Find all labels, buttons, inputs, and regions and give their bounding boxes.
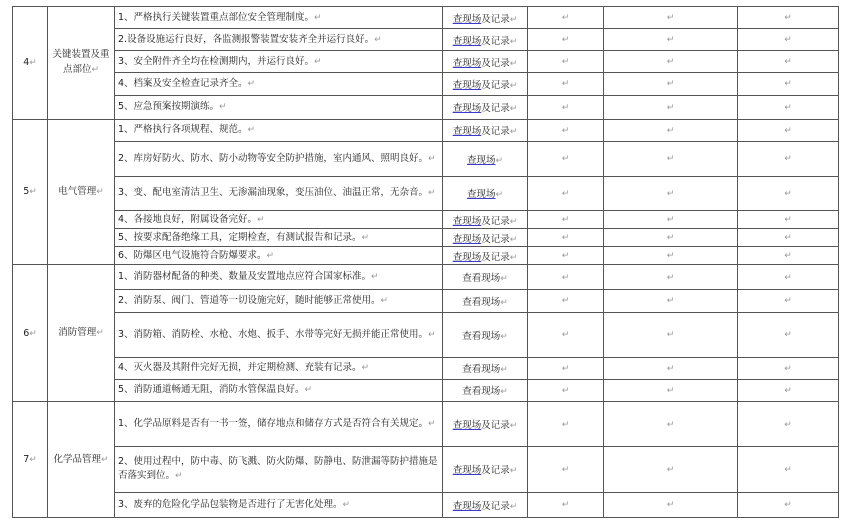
- empty-cell[interactable]: [604, 176, 738, 211]
- method-text: 查看现场: [462, 296, 501, 308]
- requirement-cell: [115, 402, 443, 447]
- paragraph-mark: ↵: [666, 13, 675, 24]
- empty-cell[interactable]: [604, 51, 738, 73]
- table-row: [13, 357, 839, 379]
- requirement-cell: [115, 312, 443, 357]
- empty-cell[interactable]: [604, 73, 738, 95]
- paragraph-mark: ↵: [29, 455, 37, 466]
- empty-cell[interactable]: [528, 29, 604, 51]
- paragraph-mark: ↵: [784, 363, 792, 374]
- requirement-cell: [115, 176, 443, 211]
- paragraph-mark: ↵: [666, 385, 675, 396]
- section-item: [48, 265, 115, 402]
- paragraph-mark: ↵: [304, 385, 313, 396]
- paragraph-mark: ↵: [500, 274, 508, 285]
- table-row: [13, 73, 839, 95]
- table-row: [13, 141, 839, 176]
- method-cell: [443, 229, 528, 247]
- requirement-text: 5、按要求配备绝缘工具，定期检查，有测试报告和记录。: [118, 231, 362, 243]
- method-cell: [443, 247, 528, 265]
- paragraph-mark: ↵: [29, 58, 37, 69]
- method-cell: [443, 357, 528, 379]
- table-row: [13, 379, 839, 401]
- paragraph-mark: ↵: [428, 419, 436, 430]
- empty-cell[interactable]: [738, 7, 839, 29]
- empty-cell[interactable]: [604, 119, 738, 141]
- table-row: [13, 447, 839, 492]
- empty-cell[interactable]: [528, 290, 604, 312]
- inspection-table: [12, 6, 839, 518]
- table-row: [13, 229, 839, 247]
- method-text: 查看现场: [462, 273, 501, 285]
- requirement-cell: [115, 447, 443, 492]
- table-row: [13, 176, 839, 211]
- empty-cell[interactable]: [604, 492, 738, 517]
- method-text: 及记录: [481, 126, 510, 138]
- empty-cell[interactable]: [528, 357, 604, 379]
- paragraph-mark: ↵: [784, 125, 792, 136]
- paragraph-mark: ↵: [784, 464, 792, 475]
- empty-cell[interactable]: [528, 492, 604, 517]
- paragraph-mark: ↵: [784, 79, 792, 90]
- paragraph-mark: ↵: [561, 188, 570, 199]
- requirement-text: 5、应急预案按期演练。: [118, 101, 220, 113]
- empty-cell[interactable]: [604, 229, 738, 247]
- empty-cell[interactable]: [528, 447, 604, 492]
- requirement-cell: [115, 265, 443, 290]
- paragraph-mark: ↵: [561, 251, 570, 262]
- empty-cell[interactable]: [738, 119, 839, 141]
- method-underlined-text: 查现场: [466, 189, 496, 201]
- paragraph-mark: ↵: [96, 186, 104, 197]
- paragraph-mark: ↵: [361, 232, 370, 243]
- requirement-text: 3、变、配电室清洁卫生、无渗漏油现象，变压油位、油温正常，无杂音。: [118, 187, 429, 199]
- section-item: [48, 402, 115, 518]
- paragraph-mark: ↵: [561, 125, 570, 136]
- paragraph-mark: ↵: [266, 250, 275, 261]
- paragraph-mark: ↵: [342, 499, 351, 510]
- method-cell: [443, 492, 528, 517]
- paragraph-mark: ↵: [219, 102, 227, 113]
- paragraph-mark: ↵: [371, 272, 379, 283]
- paragraph-mark: ↵: [561, 102, 570, 113]
- method-text: 及记录: [481, 57, 510, 69]
- section-number: [13, 7, 48, 120]
- section-number: [13, 265, 48, 402]
- paragraph-mark: ↵: [561, 363, 570, 374]
- paragraph-mark: ↵: [509, 127, 518, 138]
- method-cell: [443, 379, 528, 401]
- method-underlined-text: 查现场: [452, 57, 482, 69]
- table-row: [13, 211, 839, 229]
- paragraph-mark: ↵: [100, 454, 109, 465]
- section-number-text: 4: [23, 57, 30, 69]
- empty-cell[interactable]: [738, 141, 839, 176]
- paragraph-mark: ↵: [666, 419, 675, 430]
- paragraph-mark: ↵: [784, 154, 792, 165]
- paragraph-mark: ↵: [561, 13, 570, 24]
- method-cell: [443, 312, 528, 357]
- paragraph-mark: ↵: [561, 35, 570, 46]
- paragraph-mark: ↵: [428, 329, 436, 340]
- method-underlined-text: 查现场: [452, 215, 482, 227]
- method-underlined-text: 查现场: [452, 13, 482, 25]
- empty-cell[interactable]: [604, 211, 738, 229]
- paragraph-mark: ↵: [666, 154, 675, 165]
- empty-cell[interactable]: [604, 357, 738, 379]
- empty-cell[interactable]: [528, 379, 604, 401]
- paragraph-mark: ↵: [314, 12, 322, 23]
- method-underlined-text: 查现场: [452, 103, 482, 115]
- empty-cell[interactable]: [738, 95, 839, 119]
- method-underlined-text: 查现场: [466, 154, 496, 166]
- paragraph-mark: ↵: [500, 387, 508, 398]
- empty-cell[interactable]: [528, 51, 604, 73]
- empty-cell[interactable]: [738, 290, 839, 312]
- requirement-text: 6、防爆区电气设施符合防爆要求。: [118, 249, 267, 261]
- requirement-text: 2、消防泵、阀门、管道等一切设施完好，随时能够正常使用。: [118, 294, 381, 306]
- requirement-text: 3、消防箱、消防栓、水枪、水炮、扳手、水带等完好无损并能正常使用。: [118, 328, 429, 340]
- paragraph-mark: ↵: [666, 500, 675, 511]
- paragraph-mark: ↵: [666, 57, 675, 68]
- paragraph-mark: ↵: [666, 464, 675, 475]
- method-cell: [443, 73, 528, 95]
- method-cell: [443, 211, 528, 229]
- method-text: 及记录: [481, 13, 510, 25]
- requirement-text: 2、使用过程中，防中毒、防飞溅、防火防爆、防静电、防泄漏等防护措施是否落实到位。: [118, 456, 438, 482]
- empty-cell[interactable]: [528, 247, 604, 265]
- table-row: [13, 402, 839, 447]
- paragraph-mark: ↵: [561, 330, 570, 341]
- requirement-cell: [115, 229, 443, 247]
- requirement-cell: [115, 29, 443, 51]
- method-underlined-text: 查现场: [452, 251, 482, 263]
- requirement-text: 4、档案及安全检查记录齐全。: [118, 77, 248, 89]
- table-row: [13, 29, 839, 51]
- section-item: [48, 119, 115, 264]
- method-text: 及记录: [481, 500, 510, 512]
- requirement-cell: [115, 141, 443, 176]
- empty-cell[interactable]: [528, 73, 604, 95]
- paragraph-mark: ↵: [374, 34, 382, 45]
- paragraph-mark: ↵: [509, 36, 518, 47]
- section-number-text: 6: [23, 327, 30, 339]
- empty-cell[interactable]: [738, 265, 839, 290]
- paragraph-mark: ↵: [561, 464, 570, 475]
- paragraph-mark: ↵: [96, 328, 104, 339]
- method-text: 及记录: [481, 103, 510, 115]
- section-number-text: 7: [23, 454, 30, 466]
- method-text: 及记录: [481, 465, 510, 477]
- requirement-text: 4、各接地良好，附属设备完好。: [118, 213, 258, 225]
- requirement-cell: [115, 492, 443, 517]
- empty-cell[interactable]: [528, 176, 604, 211]
- requirement-cell: [115, 119, 443, 141]
- requirement-text: 1、化学品原料是否有一书一签，储存地点和储存方式是否符合有关规定。: [118, 418, 429, 430]
- paragraph-mark: ↵: [509, 216, 518, 227]
- requirement-cell: [115, 247, 443, 265]
- section-number-text: 5: [23, 186, 30, 198]
- table-row: [13, 290, 839, 312]
- paragraph-mark: ↵: [509, 104, 518, 115]
- empty-cell[interactable]: [738, 176, 839, 211]
- paragraph-mark: ↵: [361, 363, 370, 374]
- method-text: 查看现场: [462, 386, 501, 398]
- empty-cell[interactable]: [738, 447, 839, 492]
- requirement-cell: [115, 7, 443, 29]
- paragraph-mark: ↵: [784, 385, 792, 396]
- paragraph-mark: ↵: [561, 57, 570, 68]
- paragraph-mark: ↵: [495, 155, 504, 166]
- empty-cell[interactable]: [528, 141, 604, 176]
- paragraph-mark: ↵: [509, 80, 518, 91]
- requirement-cell: [115, 211, 443, 229]
- method-cell: [443, 447, 528, 492]
- method-underlined-text: 查现场: [452, 420, 482, 432]
- table-row: [13, 7, 839, 29]
- method-cell: [443, 119, 528, 141]
- paragraph-mark: ↵: [784, 102, 792, 113]
- paragraph-mark: ↵: [509, 501, 518, 512]
- method-cell: [443, 29, 528, 51]
- empty-cell[interactable]: [738, 312, 839, 357]
- paragraph-mark: ↵: [509, 252, 518, 263]
- method-text: 及记录: [481, 233, 510, 245]
- section-number: [13, 119, 48, 264]
- empty-cell[interactable]: [528, 265, 604, 290]
- paragraph-mark: ↵: [561, 154, 570, 165]
- paragraph-mark: ↵: [29, 328, 37, 339]
- method-text: 及记录: [481, 215, 510, 227]
- empty-cell[interactable]: [738, 379, 839, 401]
- paragraph-mark: ↵: [784, 296, 792, 307]
- paragraph-mark: ↵: [561, 272, 570, 283]
- method-underlined-text: 查现场: [452, 126, 482, 138]
- empty-cell[interactable]: [604, 247, 738, 265]
- empty-cell[interactable]: [738, 247, 839, 265]
- method-underlined-text: 查现场: [452, 233, 482, 245]
- table-row: [13, 265, 839, 290]
- empty-cell[interactable]: [604, 265, 738, 290]
- empty-cell[interactable]: [604, 290, 738, 312]
- table-row: [13, 119, 839, 141]
- method-cell: [443, 7, 528, 29]
- section-number: [13, 402, 48, 518]
- requirement-cell: [115, 51, 443, 73]
- empty-cell[interactable]: [738, 29, 839, 51]
- empty-cell[interactable]: [528, 402, 604, 447]
- method-underlined-text: 查现场: [452, 500, 482, 512]
- paragraph-mark: ↵: [91, 65, 100, 76]
- paragraph-mark: ↵: [509, 466, 518, 477]
- requirement-text: 3、安全附件齐全均在检测期内，并运行良好。: [118, 55, 315, 67]
- paragraph-mark: ↵: [784, 188, 792, 199]
- paragraph-mark: ↵: [561, 215, 570, 226]
- method-text: 及记录: [481, 251, 510, 263]
- method-cell: [443, 141, 528, 176]
- requirement-cell: [115, 357, 443, 379]
- paragraph-mark: ↵: [29, 187, 37, 198]
- paragraph-mark: ↵: [561, 500, 570, 511]
- paragraph-mark: ↵: [509, 58, 518, 69]
- method-cell: [443, 290, 528, 312]
- requirement-cell: [115, 95, 443, 119]
- paragraph-mark: ↵: [666, 215, 675, 226]
- method-underlined-text: 查现场: [452, 465, 482, 477]
- empty-cell[interactable]: [604, 402, 738, 447]
- table-row: [13, 247, 839, 265]
- paragraph-mark: ↵: [784, 500, 792, 511]
- method-cell: [443, 176, 528, 211]
- requirement-cell: [115, 379, 443, 401]
- requirement-text: 1、严格执行各项规程、规范。: [118, 124, 248, 136]
- paragraph-mark: ↵: [666, 125, 675, 136]
- paragraph-mark: ↵: [509, 14, 518, 25]
- empty-cell[interactable]: [738, 402, 839, 447]
- method-text: 查看现场: [462, 330, 501, 342]
- requirement-cell: [115, 73, 443, 95]
- section-item-text: 化学品管理: [53, 453, 101, 465]
- empty-cell[interactable]: [604, 7, 738, 29]
- requirement-text: 5、消防通道畅通无阻，消防水管保温良好。: [118, 384, 305, 396]
- requirement-text: 3、废弃的危险化学品包装物是否进行了无害化处理。: [118, 498, 343, 510]
- requirement-text: 1、消防器材配备的种类、数量及安置地点应符合国家标准。: [118, 271, 372, 283]
- paragraph-mark: ↵: [314, 56, 322, 67]
- paragraph-mark: ↵: [784, 35, 792, 46]
- requirement-cell: [115, 290, 443, 312]
- table-row: [13, 95, 839, 119]
- paragraph-mark: ↵: [247, 78, 256, 89]
- empty-cell[interactable]: [604, 141, 738, 176]
- paragraph-mark: ↵: [428, 153, 436, 164]
- method-underlined-text: 查现场: [452, 35, 482, 47]
- paragraph-mark: ↵: [561, 233, 570, 244]
- empty-cell[interactable]: [738, 51, 839, 73]
- empty-cell[interactable]: [528, 312, 604, 357]
- paragraph-mark: ↵: [509, 234, 518, 245]
- table-row: [13, 51, 839, 73]
- paragraph-mark: ↵: [257, 214, 265, 225]
- paragraph-mark: ↵: [428, 188, 436, 199]
- paragraph-mark: ↵: [561, 79, 570, 90]
- paragraph-mark: ↵: [666, 330, 675, 341]
- section-item-text: 关键装置及重点部位: [52, 49, 110, 76]
- method-text: 及记录: [481, 79, 510, 91]
- paragraph-mark: ↵: [247, 125, 256, 136]
- method-text: 查看现场: [462, 364, 501, 376]
- empty-cell[interactable]: [738, 211, 839, 229]
- paragraph-mark: ↵: [509, 421, 518, 432]
- paragraph-mark: ↵: [666, 251, 675, 262]
- paragraph-mark: ↵: [784, 272, 792, 283]
- requirement-text: 2、库房好防火、防水、防小动物等安全防护措施，室内通风、照明良好。: [118, 152, 429, 164]
- paragraph-mark: ↵: [666, 363, 675, 374]
- paragraph-mark: ↵: [666, 188, 675, 199]
- method-underlined-text: 查现场: [452, 79, 482, 91]
- section-item: [48, 7, 115, 120]
- paragraph-mark: ↵: [666, 102, 675, 113]
- method-text: 及记录: [481, 420, 510, 432]
- requirement-text: 4、灭火器及其附件完好无损，并定期检测、充装有记录。: [118, 362, 362, 374]
- method-cell: [443, 95, 528, 119]
- paragraph-mark: ↵: [784, 330, 792, 341]
- paragraph-mark: ↵: [561, 385, 570, 396]
- empty-cell[interactable]: [604, 312, 738, 357]
- empty-cell[interactable]: [604, 379, 738, 401]
- requirement-text: 2.设备设施运行良好，各监测报警装置安装齐全并运行良好。: [118, 33, 375, 45]
- paragraph-mark: ↵: [666, 272, 675, 283]
- empty-cell[interactable]: [528, 95, 604, 119]
- table-row: [13, 492, 839, 517]
- paragraph-mark: ↵: [561, 419, 570, 430]
- paragraph-mark: ↵: [784, 233, 792, 244]
- paragraph-mark: ↵: [380, 295, 389, 306]
- table-row: [13, 312, 839, 357]
- empty-cell[interactable]: [528, 119, 604, 141]
- paragraph-mark: ↵: [175, 471, 183, 482]
- paragraph-mark: ↵: [500, 331, 508, 342]
- method-text: 及记录: [481, 35, 510, 47]
- paragraph-mark: ↵: [784, 251, 792, 262]
- method-cell: [443, 51, 528, 73]
- method-cell: [443, 402, 528, 447]
- section-item-text: 电气管理: [58, 185, 97, 197]
- paragraph-mark: ↵: [500, 297, 508, 308]
- paragraph-mark: ↵: [666, 296, 675, 307]
- empty-cell[interactable]: [738, 229, 839, 247]
- empty-cell[interactable]: [604, 95, 738, 119]
- empty-cell[interactable]: [738, 73, 839, 95]
- empty-cell[interactable]: [528, 211, 604, 229]
- paragraph-mark: ↵: [784, 215, 792, 226]
- empty-cell[interactable]: [528, 229, 604, 247]
- empty-cell[interactable]: [604, 29, 738, 51]
- paragraph-mark: ↵: [784, 419, 792, 430]
- requirement-text: 1、严格执行关键装置重点部位安全管理制度。: [118, 11, 315, 23]
- paragraph-mark: ↵: [784, 13, 792, 24]
- empty-cell[interactable]: [528, 7, 604, 29]
- paragraph-mark: ↵: [784, 57, 792, 68]
- empty-cell[interactable]: [738, 492, 839, 517]
- paragraph-mark: ↵: [495, 190, 504, 201]
- paragraph-mark: ↵: [500, 365, 508, 376]
- section-item-text: 消防管理: [58, 327, 97, 339]
- paragraph-mark: ↵: [666, 233, 675, 244]
- method-cell: [443, 265, 528, 290]
- paragraph-mark: ↵: [666, 79, 675, 90]
- empty-cell[interactable]: [738, 357, 839, 379]
- paragraph-mark: ↵: [666, 35, 675, 46]
- paragraph-mark: ↵: [561, 296, 570, 307]
- empty-cell[interactable]: [604, 447, 738, 492]
